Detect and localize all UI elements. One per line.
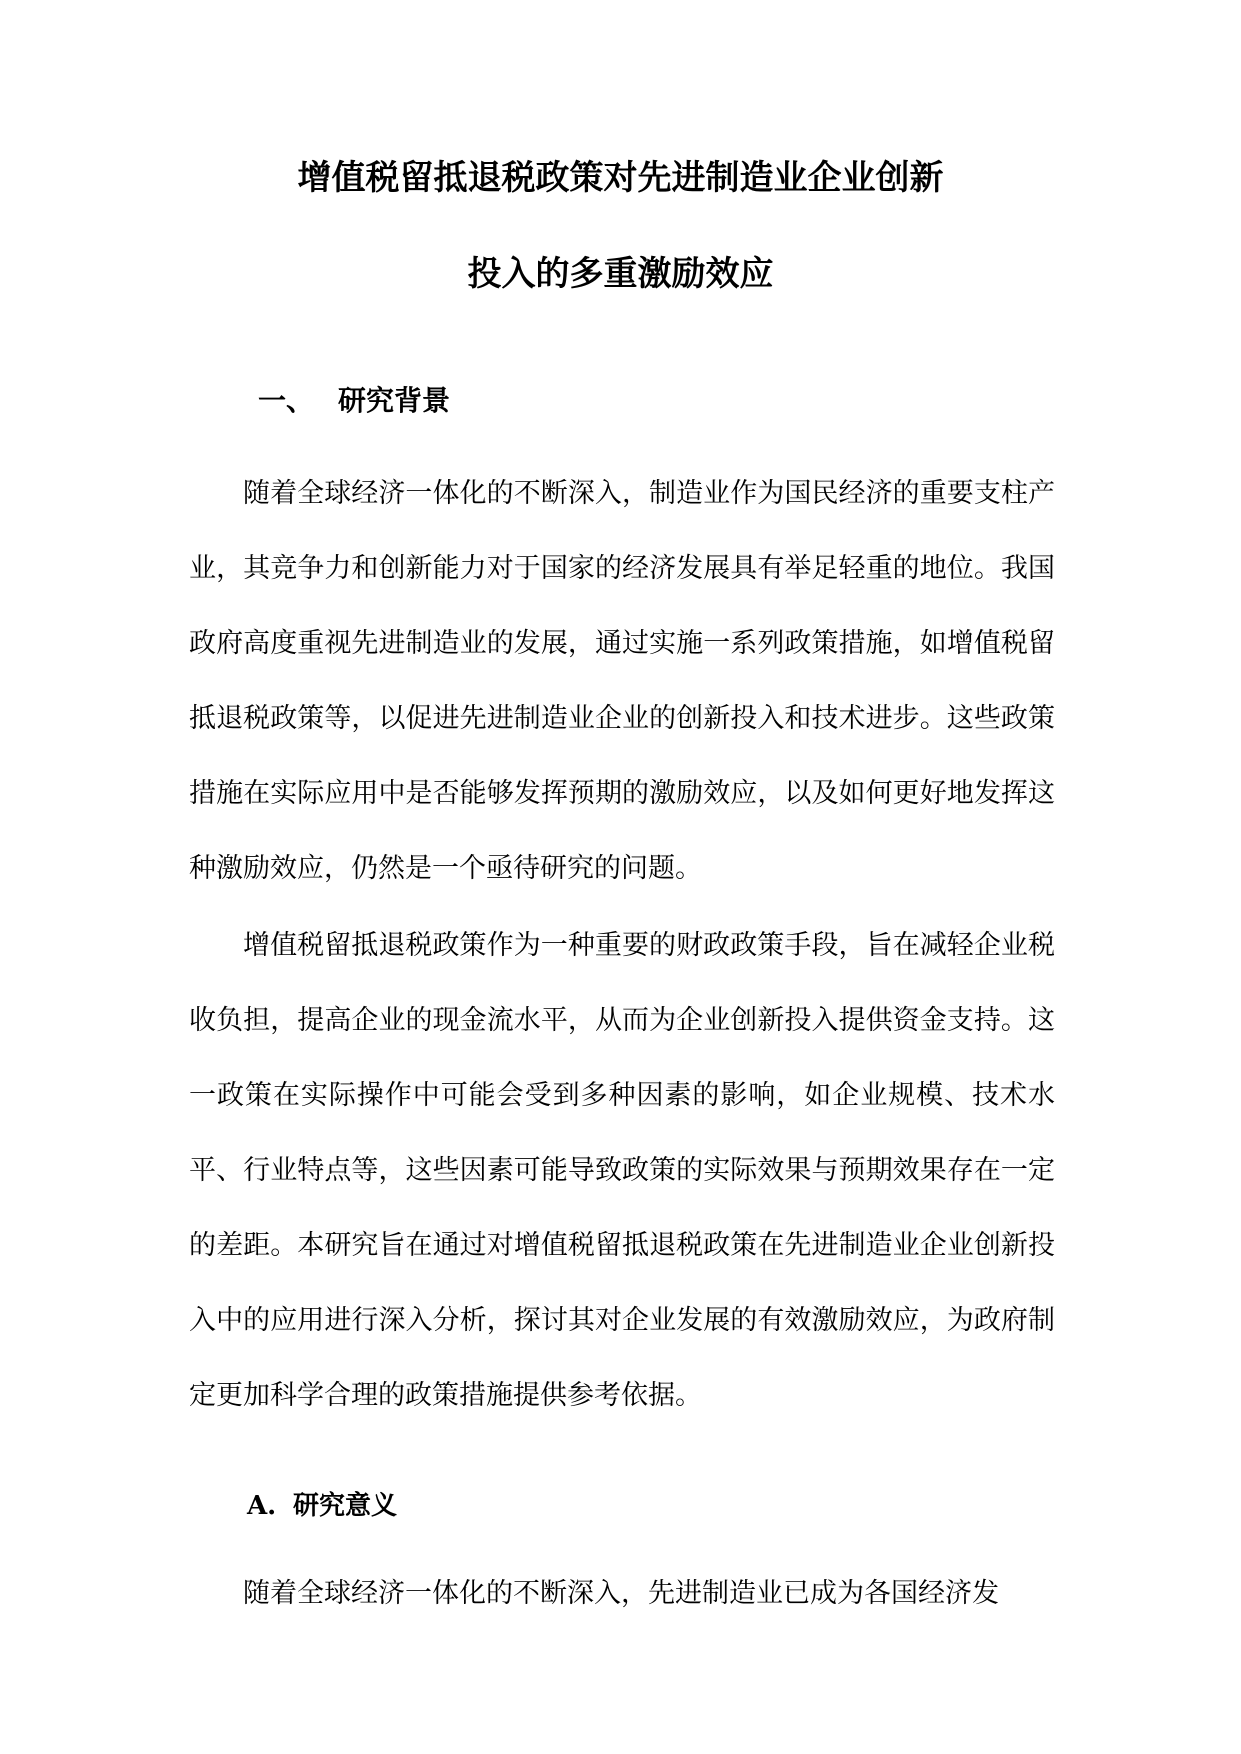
section-number: 一、	[258, 384, 315, 417]
subsection-number: A.	[247, 1491, 277, 1521]
body-paragraph-1: 随着全球经济一体化的不断深入，制造业作为国民经济的重要支柱产业，其竞争力和创新能力对于国家的经济发展具有举足轻重的地位。我国政府高度重视先进制造业的发展，通过实施一系列政策措施，如增值税留抵退税政策等，以促进先进制造业企业的创新投入和技术进步。这些政策措施在实际应用中是否能够发挥预期的激励效应，以及如何更好地发挥这种激励效应，仍然是一个亟待研究的问题。	[189, 478, 1055, 884]
document-title-line-2: 投入的多重激励效应	[467, 254, 774, 294]
body-paragraph-2: 增值税留抵退税政策作为一种重要的财政政策手段，旨在减轻企业税收负担，提高企业的现金流水平，从而为企业创新投入提供资金支持。这一政策在实际操作中可能会受到多种因素的影响，如企业规模、技术水平、行业特点等，这些因素可能导致政策的实际效果与预期效果存在一定的差距。本研究旨在通过对增值税留抵退税政策在先进制造业企业创新投入中的应用进行深入分析，探讨其对企业发展的有效激励效应，为政府制定更加科学合理的政策措施提供参考依据。	[189, 930, 1055, 1411]
section-heading-1	[258, 384, 450, 418]
document-title-line-1: 增值税留抵退税政策对先进制造业企业创新	[297, 158, 944, 198]
section-heading-text: 研究背景	[338, 384, 451, 417]
body-paragraph-3: 随着全球经济一体化的不断深入，先进制造业已成为各国经济发	[243, 1578, 999, 1609]
subsection-heading-a	[247, 1490, 397, 1522]
subsection-heading-text: 研究意义	[293, 1491, 398, 1521]
